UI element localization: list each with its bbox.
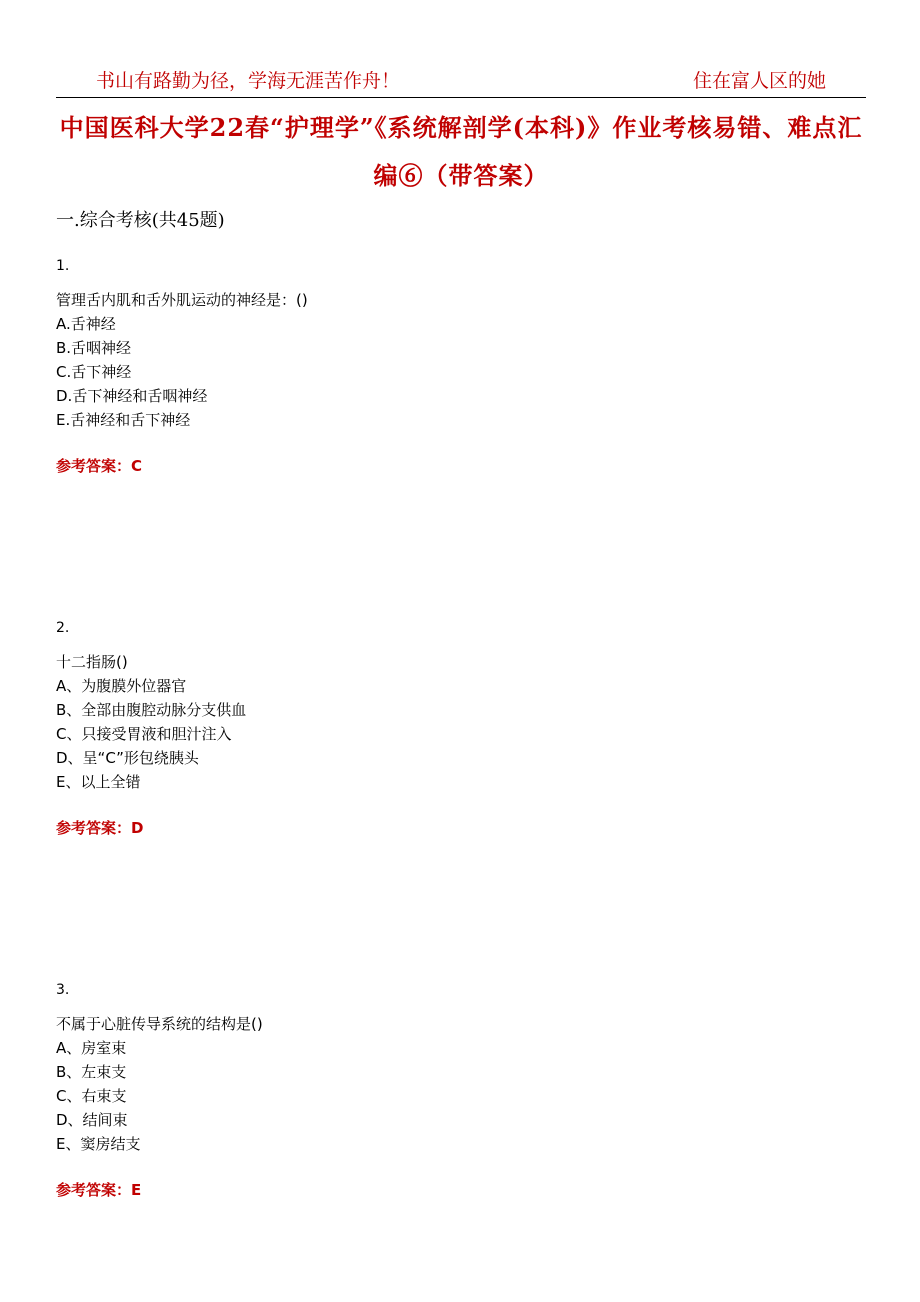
header-motto: 书山有路勤为径，学海无涯苦作舟！: [96, 70, 401, 92]
option-list: [56, 674, 866, 794]
question-number: 1.: [56, 258, 70, 274]
option-c: C、右束支: [56, 1087, 127, 1105]
question-3: [56, 980, 866, 1202]
section-heading: 一.综合考核(共45题): [56, 210, 225, 231]
option-list: [56, 1036, 866, 1156]
option-d: D.舌下神经和舌咽神经: [56, 387, 208, 405]
question-1: [56, 256, 866, 478]
option-c: C、只接受胃液和胆汁注入: [56, 725, 232, 743]
option-list: [56, 312, 866, 432]
option-b: B.舌咽神经: [56, 339, 132, 357]
document-title: 中国医科大学22春“护理学”《系统解剖学(本科)》作业考核易错、难点汇编⑥（带答案）: [59, 113, 863, 190]
option-e: E、窦房结支: [56, 1135, 141, 1153]
answer-key: 参考答案：C: [56, 457, 143, 475]
option-d: D、结间束: [56, 1111, 128, 1129]
option-c: C.舌下神经: [56, 363, 132, 381]
answer-key: 参考答案：E: [56, 1181, 142, 1199]
question-stem: 十二指肠(): [56, 653, 128, 671]
option-a: A、为腹膜外位器官: [56, 677, 187, 695]
option-a: A、房室束: [56, 1039, 127, 1057]
option-e: E.舌神经和舌下神经: [56, 411, 191, 429]
option-b: B、全部由腹腔动脉分支供血: [56, 701, 247, 719]
question-stem: 不属于心脏传导系统的结构是(): [56, 1015, 263, 1033]
option-b: B、左束支: [56, 1063, 127, 1081]
question-2: [56, 618, 866, 840]
answer-key: 参考答案：D: [56, 819, 144, 837]
question-number: 3.: [56, 982, 70, 998]
header-author: 住在富人区的她: [692, 70, 826, 92]
option-a: A.舌神经: [56, 315, 116, 333]
question-stem: 管理舌内肌和舌外肌运动的神经是：(): [56, 291, 308, 309]
header-divider: [56, 97, 866, 98]
option-d: D、呈“C”形包绕胰头: [56, 749, 199, 767]
question-number: 2.: [56, 620, 70, 636]
option-e: E、以上全错: [56, 773, 141, 791]
page-header: [56, 66, 866, 96]
